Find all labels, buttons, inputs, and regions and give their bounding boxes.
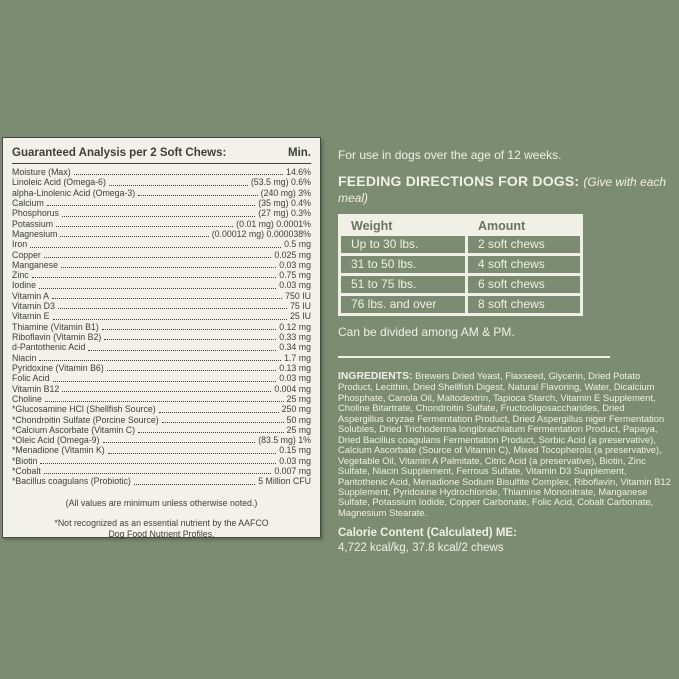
- nutrient-name: *Glucosamine HCl (Shellfish Source): [12, 404, 156, 415]
- nutrient-name: *Biotin: [12, 455, 38, 466]
- nutrient-name: Folic Acid: [12, 373, 50, 384]
- nutrient-value: 0.33 mg: [279, 332, 311, 342]
- dotted-leader: [40, 456, 276, 466]
- values-note: (All values are minimum unless otherwise noted.): [65, 497, 258, 508]
- nutrient-name: alpha-Linolenic Acid (Omega-3): [12, 187, 136, 198]
- dotted-leader: [61, 260, 276, 270]
- dotted-leader: [44, 250, 271, 260]
- amount-cell: 8 soft chews: [468, 296, 580, 313]
- nutrient-name: Vitamin D3: [12, 301, 55, 312]
- nutrient-name: Zinc: [12, 270, 29, 281]
- ingredients-label: INGREDIENTS:: [338, 371, 413, 382]
- amount-cell: 6 soft chews: [468, 276, 580, 293]
- nutrient-row: [12, 239, 311, 249]
- nutrient-name: *Menadione (Vitamin K): [12, 445, 105, 456]
- dotted-leader: [53, 311, 287, 321]
- feeding-table-row: [341, 296, 580, 313]
- nutrient-value: (35 mg) 0.4%: [258, 197, 311, 208]
- guaranteed-analysis-panel: [2, 137, 321, 538]
- min-column-label: Min.: [288, 147, 311, 159]
- nutrient-name: Iron: [12, 239, 28, 250]
- nutrient-value: (240 mg) 3%: [260, 187, 311, 198]
- nutrient-value: 0.007 mg: [274, 466, 311, 477]
- dotted-leader: [104, 332, 276, 342]
- amount-cell: 2 soft chews: [468, 236, 580, 253]
- nutrient-row: [12, 280, 311, 290]
- nutrient-row: [12, 229, 311, 239]
- nutrient-name: *Oleic Acid (Omega-9): [12, 435, 100, 446]
- nutrient-name: Manganese: [12, 259, 58, 270]
- nutrient-value: 0.03 mg: [279, 259, 311, 270]
- nutrient-name: d-Pantothenic Acid: [12, 342, 86, 353]
- nutrient-name: Moisture (Max): [12, 167, 71, 177]
- nutrient-name: Magnesium: [12, 228, 58, 239]
- nutrient-row: [12, 384, 311, 394]
- nutrient-value: 0.03 mg: [279, 373, 311, 384]
- feeding-table-row: [341, 256, 580, 273]
- feeding-table-row: [341, 236, 580, 253]
- nutrient-row: [12, 291, 311, 301]
- dotted-leader: [32, 270, 277, 280]
- nutrient-row: [12, 177, 311, 187]
- feeding-table: [338, 214, 583, 316]
- nutrient-value: 0.34 mg: [279, 342, 311, 353]
- nutrient-name: Thiamine (Vitamin B1): [12, 321, 99, 332]
- nutrient-row: [12, 311, 311, 321]
- nutrient-name: *Chondroitin Sulfate (Porcine Source): [12, 414, 159, 425]
- right-column: [338, 148, 672, 554]
- nutrient-row: [12, 219, 311, 229]
- nutrient-row: [12, 250, 311, 260]
- nutrient-value: 0.025 mg: [274, 249, 311, 260]
- dotted-leader: [52, 291, 282, 301]
- nutrient-value: 50 mg: [286, 414, 311, 425]
- weight-column-header: Weight: [351, 219, 393, 233]
- nutrient-value: 0.12 mg: [279, 321, 311, 332]
- calorie-content-title: Calorie Content (Calculated) ME:: [338, 527, 517, 540]
- nutrient-name: Pyridoxine (Vitamin B6): [12, 362, 104, 373]
- nutrient-row: [12, 301, 311, 311]
- nutrient-row: [12, 198, 311, 208]
- dotted-leader: [159, 404, 279, 414]
- nutrient-row: [12, 394, 311, 404]
- nutrient-name: *Bacillus coagulans (Probiotic): [12, 476, 131, 487]
- dotted-leader: [74, 167, 283, 177]
- nutrient-row: [12, 353, 311, 363]
- nutrient-value: 14.6%: [286, 167, 311, 177]
- dotted-leader: [62, 384, 271, 394]
- nutrient-name: Choline: [12, 393, 42, 404]
- nutrient-row: [12, 466, 311, 476]
- nutrient-row: [12, 476, 311, 486]
- nutrient-row: [12, 342, 311, 352]
- nutrient-value: 0.15 mg: [279, 445, 311, 456]
- nutrient-row: [12, 332, 311, 342]
- dotted-leader: [107, 363, 276, 373]
- nutrient-name: Calcium: [12, 197, 44, 208]
- aafco-footnote-line1: *Not recognized as an essential nutrient by the AAFCO: [54, 518, 269, 529]
- nutrient-row: [12, 208, 311, 218]
- weight-cell: 31 to 50 lbs.: [341, 256, 465, 273]
- dotted-leader: [60, 229, 208, 239]
- ingredients-paragraph: [338, 371, 672, 518]
- nutrient-row: [12, 188, 311, 198]
- nutrient-value: 0.13 mg: [279, 362, 311, 373]
- nutrient-name: Iodine: [12, 280, 36, 291]
- nutrient-row: [12, 167, 311, 177]
- dotted-leader: [39, 353, 281, 363]
- nutrient-value: (83.5 mg) 1%: [258, 435, 311, 446]
- nutrient-row: [12, 425, 311, 435]
- nutrient-row: [12, 435, 311, 445]
- nutrient-name: Niacin: [12, 352, 37, 363]
- nutrient-value: 0.03 mg: [279, 455, 311, 466]
- nutrient-row: [12, 404, 311, 414]
- nutrient-row: [12, 445, 311, 455]
- nutrient-value: 25 IU: [289, 311, 311, 322]
- feeding-table-header-row: [341, 217, 580, 236]
- nutrient-name: *Calcium Ascorbate (Vitamin C): [12, 424, 136, 435]
- calorie-content-value: 4,722 kcal/kg, 37.8 kcal/2 chews: [338, 542, 504, 555]
- nutrient-value: 250 mg: [281, 404, 311, 415]
- dotted-leader: [109, 177, 248, 187]
- dotted-leader: [88, 342, 276, 352]
- feeding-table-body: [341, 236, 580, 313]
- nutrient-name: Potassium: [12, 218, 54, 229]
- dotted-leader: [62, 208, 255, 218]
- amount-cell: 4 soft chews: [468, 256, 580, 273]
- dotted-leader: [103, 435, 256, 445]
- feeding-directions-subtitle: (Give with each meal): [338, 175, 667, 205]
- dotted-leader: [47, 198, 255, 208]
- dotted-leader: [138, 425, 284, 435]
- nutrient-value: 25 mg: [286, 424, 311, 435]
- dotted-leader: [102, 322, 276, 332]
- nutrient-name: Phosphorus: [12, 208, 59, 219]
- nutrient-name: Copper: [12, 249, 41, 260]
- dotted-leader: [138, 188, 257, 198]
- dotted-leader: [53, 373, 277, 383]
- dotted-leader: [45, 394, 284, 404]
- nutrient-row: [12, 415, 311, 425]
- feeding-directions-title: [338, 173, 672, 205]
- dotted-leader: [108, 445, 276, 455]
- nutrient-name: Vitamin B12: [12, 383, 60, 394]
- nutrient-value: 75 IU: [289, 301, 311, 312]
- nutrient-value: 5 Million CFU: [258, 476, 311, 487]
- nutrient-row: [12, 456, 311, 466]
- amount-column-header: Amount: [478, 219, 526, 233]
- nutrient-value: (27 mg) 0.3%: [258, 208, 311, 219]
- feeding-table-row: [341, 276, 580, 293]
- nutrient-value: (53.5 mg) 0.6%: [250, 177, 311, 188]
- aafco-footnote: [12, 518, 311, 540]
- nutrient-value: (0.00012 mg) 0.000038%: [211, 228, 311, 239]
- divider-line: [338, 356, 610, 358]
- dotted-leader: [134, 476, 255, 486]
- ingredients-text: Brewers Dried Yeast, Flaxseed, Glycerin, Dried Potato Product, Lecithin, Dried Shellfish Digest, Natural Flavoring, Water, Dicalcium Phosphate, Canola Oil, Maltodextrin, Tapioca Starch, Vitamin E Supplement, Choline Bitartrate, Chondroitin Sulfate, Fructooligosaccharides, Dried Aspergillus oryzae Fermentation Product, Dried Aspergillus niger Fermentation Solubles, Dried Trichoderma longibrachiatum Fermentation Product, Papaya, Dried Bacillus coagulans Fermentation Product, Sorbic Acid (a preservative), Calcium Ascorbate (Source of Vitamin C), Mixed Tocopherols (a preservative), Vegetable Oil, Vitamin A Palmitate, Citric Acid (a preservative), Biotin, Zinc Sulfate, Niacin Supplement, Ferrous Sulfate, Vitamin D3 Supplement, Pantothenic Acid, Menadione Sodium Bisulfite Complex, Riboflavin, Vitamin B12 Supplement, Pyridoxine Hydrochloride, Thiamine Mononitrate, Manganese Sulfate, Potassium Iodide, Copper Carbonate, Folic Acid, Cobalt Carbonate, Magnesium Stearate.: [338, 370, 671, 518]
- panel-title: Guaranteed Analysis per 2 Soft Chews:: [12, 147, 227, 159]
- nutrient-value: 0.004 mg: [274, 383, 311, 394]
- dotted-leader: [58, 301, 287, 311]
- dotted-leader: [39, 280, 276, 290]
- nutrient-value: 1.7 mg: [284, 352, 311, 363]
- weight-cell: 51 to 75 lbs.: [341, 276, 465, 293]
- nutrient-value: 25 mg: [286, 393, 311, 404]
- dotted-leader: [44, 466, 271, 476]
- nutrient-row: [12, 363, 311, 373]
- panel-header: [12, 147, 311, 164]
- nutrient-row: [12, 322, 311, 332]
- usage-note: For use in dogs over the age of 12 weeks.: [338, 148, 562, 162]
- divided-note: Can be divided among AM & PM.: [338, 325, 515, 339]
- dotted-leader: [56, 219, 233, 229]
- feeding-directions-title-text: FEEDING DIRECTIONS FOR DOGS:: [338, 173, 580, 189]
- nutrient-value: 0.5 mg: [284, 239, 311, 250]
- nutrient-name: Vitamin E: [12, 311, 50, 322]
- weight-cell: 76 lbs. and over: [341, 296, 465, 313]
- dotted-leader: [162, 415, 284, 425]
- nutrient-list: [12, 167, 311, 487]
- nutrient-name: Riboflavin (Vitamin B2): [12, 332, 102, 342]
- dotted-leader: [30, 239, 281, 249]
- nutrient-row: [12, 260, 311, 270]
- nutrient-row: [12, 373, 311, 383]
- aafco-footnote-line2: Dog Food Nutrient Profiles.: [108, 529, 215, 540]
- nutrient-row: [12, 270, 311, 280]
- nutrient-value: 750 IU: [285, 290, 311, 301]
- nutrient-value: 0.03 mg: [279, 280, 311, 291]
- nutrient-name: Vitamin A: [12, 290, 49, 301]
- nutrient-value: 0.75 mg: [279, 270, 311, 281]
- nutrient-name: Linoleic Acid (Omega-6): [12, 177, 106, 188]
- nutrient-value: (0.01 mg) 0.0001%: [236, 218, 311, 229]
- nutrient-name: *Cobalt: [12, 466, 41, 477]
- weight-cell: Up to 30 lbs.: [341, 236, 465, 253]
